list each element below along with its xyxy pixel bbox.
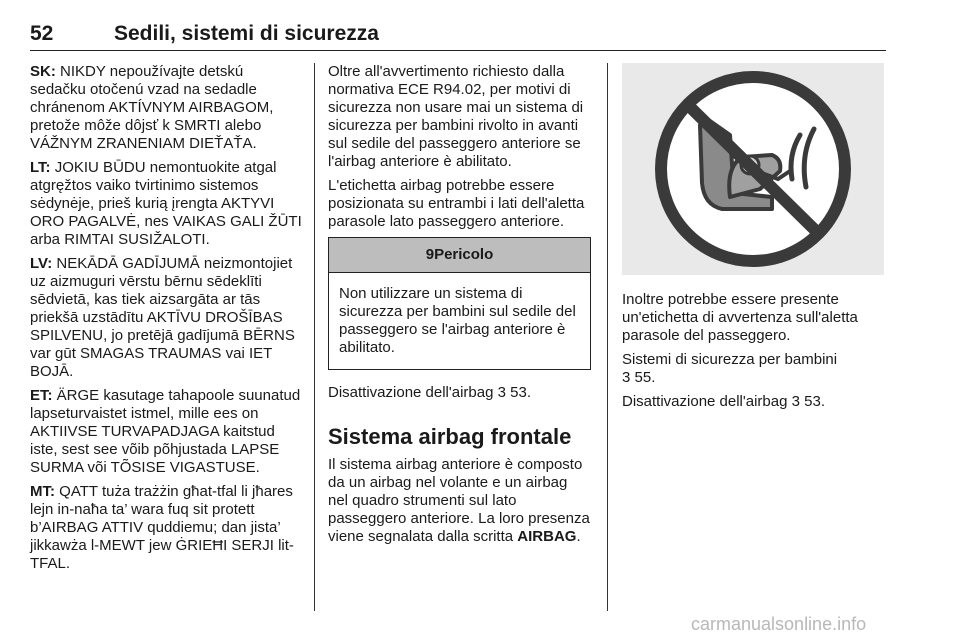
warning-lv: [30, 255, 303, 381]
warning-triangle-icon: 9: [425, 246, 435, 263]
reference-text: Sistemi di sicurezza per bambini: [622, 351, 838, 368]
danger-box: [328, 237, 591, 370]
lang-code: LT:: [30, 159, 51, 176]
page-title: Sedili, sistemi di sicurezza: [114, 22, 379, 45]
column-warnings-multilang: [30, 63, 303, 579]
section-end: .: [576, 528, 581, 545]
watermark: carmanualsonline.info: [691, 614, 867, 634]
column-airbag-info: [328, 63, 591, 552]
lang-code: SK:: [30, 63, 56, 80]
intro-paragraph-2: L'etichetta airbag potrebbe essere posizionata su entrambi i lati dell'aletta parasole lato passeggero anteriore.: [328, 177, 585, 230]
warning-lt: [30, 159, 303, 249]
section-heading: Sistema airbag frontale: [328, 424, 572, 449]
column-divider-right: [607, 63, 608, 611]
warning-text: JOKIU BŪDU nemontuokite atgal atgręžtos vaiko tvirtinimo sistemos sėdynėje, prieš kurią įrengta AKTYVI ORO PAGALVĖ, nes VAIKAS GALI ŽŪTI arba RIMTAI SUSIŽALOTI.: [30, 159, 302, 248]
danger-box-title: Pericolo: [434, 246, 494, 263]
warning-text: NIKDY nepoužívajte detskú sedačku otočenú vzad na sedadle chránenom AKTÍVNYM AIRBAGOM, pretože môže dôjsť k SMRTI alebo VÁŽNYM ZRANENIAM DIEŤAŤA.: [30, 63, 274, 152]
reference-page: 53.: [510, 384, 532, 401]
intro-paragraph-1: Oltre all'avvertimento richiesto dalla normativa ECE R94.02, per motivi di sicurezza non usare mai un sistema di sicurezza per bambini rivolto in avanti sul sedile del passeggero anteriore se l'airbag anteriore è abilitato.: [328, 63, 584, 170]
danger-box-text: Non utilizzare un sistema di sicurezza per bambini sul sedile del passeggero se l'airbag anteriore è abilitato.: [339, 285, 576, 356]
warning-sk: [30, 63, 303, 153]
danger-box-body: [329, 273, 590, 369]
lang-code: ET:: [30, 387, 53, 404]
warning-text: QATT tuża trażżin għat-tfal li jħares lejn in-naħa ta’ wara fuq sit protett b’AIRBAG ATTIV quddiemu; dan jista’ jikkawża l-MEWT jew ĠRIEĦI SERJI lit-TFAL.: [30, 483, 294, 572]
warning-et: [30, 387, 303, 477]
airbag-keyword: AIRBAG: [517, 528, 577, 545]
warning-mt: [30, 483, 303, 573]
warning-text: ÄRGE kasutage tahapoole suunatud lapseturvaistet istmel, mille ees on AKTIIVSE TURVAPADJAGA kaitstud iste, sest see võib põhjustada LAPSE SURMA või TÕSISE VIGASTUSE.: [30, 387, 301, 476]
page-number: 52: [30, 22, 54, 45]
triangle-arrow-icon: 3: [791, 393, 800, 410]
reference-text: Disattivazione dell'airbag: [622, 393, 788, 410]
danger-box-header: [329, 238, 590, 273]
reference-page: 55.: [634, 369, 656, 386]
reference-text: Disattivazione dell'airbag: [328, 384, 494, 401]
column-divider-left: [314, 63, 315, 611]
cross-reference-airbag-deactivation[interactable]: [622, 393, 884, 411]
no-child-seat-airbag-warning-icon: [622, 63, 884, 275]
column-label-info: [622, 63, 884, 417]
section-paragraph: [328, 456, 591, 546]
section-text: Il sistema airbag anteriore è composto da un airbag nel volante e un airbag nel quadro strumenti sul lato passeggero anteriore. La loro presenza viene segnalata dalla scritta: [328, 456, 590, 545]
lang-code: LV:: [30, 255, 53, 272]
page-header: [30, 22, 886, 51]
reference-page: 53.: [804, 393, 826, 410]
warning-text: NEKĀDĀ GADĪJUMĀ neizmontojiet uz aizmuguri vērstu bērnu sēdeklīti sēdvietā, kas tiek aizsargāta ar tās priekšā uzstādītu AKTĪVU DROŠĪBAS SPILVENU, jo pretējā gadījumā BĒRNS var gūt SMAGAS TRAUMAS vai IET BOJĀ.: [30, 255, 295, 380]
triangle-arrow-icon: 3: [497, 384, 506, 401]
cross-reference-child-restraints[interactable]: [622, 351, 884, 387]
lang-code: MT:: [30, 483, 55, 500]
label-paragraph: Inoltre potrebbe essere presente un'etichetta di avvertenza sull'aletta parasole del passeggero.: [622, 291, 858, 344]
prohibition-sign-graphic: [622, 63, 884, 275]
cross-reference-airbag-deactivation[interactable]: [328, 384, 591, 402]
triangle-arrow-icon: 3: [622, 369, 631, 386]
